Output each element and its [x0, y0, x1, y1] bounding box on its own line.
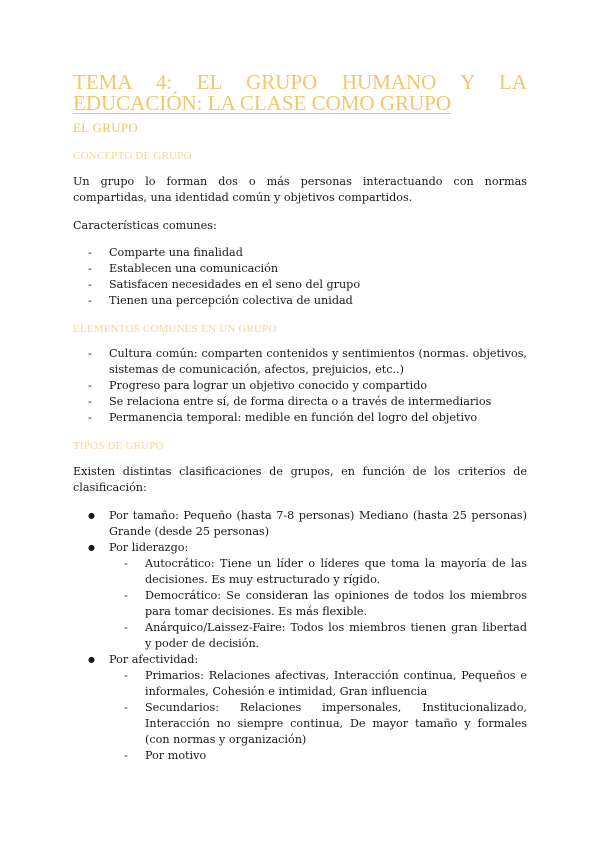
list-item: - Cultura común: comparten contenidos y sentimientos (normas. objetivos, sistemas de comunicación, afectos, prejuicios, etc..): [73, 346, 527, 378]
elements-heading: ELEMENTOS COMUNES EN UN GRUPO: [73, 323, 277, 335]
concept-heading: CONCEPTO DE GRUPO: [73, 150, 192, 162]
list-item: - Establecen una comunicación: [73, 261, 527, 277]
types-heading: TIPOS DE GRUPO: [73, 440, 164, 452]
list-item: - Primarios: Relaciones afectivas, Interacción continua, Pequeños e informales, Cohesión e intimidad, Gran influencia: [73, 668, 527, 700]
list-item-leadership: [73, 540, 527, 652]
list-item: - Tienen una percepción colectiva de unidad: [73, 293, 527, 309]
affect-label: Por afectividad:: [109, 653, 199, 666]
list-item: - Democrático: Se consideran las opiniones de todos los miembros para tomar decisiones. Es más flexible.: [73, 588, 527, 620]
document-title: [73, 72, 527, 114]
list-item: - Progreso para lograr un objetivo conocido y compartido: [73, 378, 527, 394]
affect-list: [109, 668, 527, 764]
list-item-affect: [73, 652, 527, 764]
list-item: - Permanencia temporal: medible en función del logro del objetivo: [73, 410, 527, 426]
characteristics-label: Características comunes:: [73, 219, 217, 232]
leadership-label: Por liderazgo:: [109, 541, 189, 554]
elements-list: [73, 346, 527, 426]
list-item: - Anárquico/Laissez-Faire: Todos los miembros tienen gran libertad y poder de decisión.: [73, 620, 527, 652]
list-item: - Por motivo: [73, 748, 527, 764]
title-line-2: EDUCACIÓN: LA CLASE COMO GRUPO: [73, 91, 452, 115]
concept-paragraph: Un grupo lo forman dos o más personas interactuando con normas compartidas, una identidad común y objetivos compartidos.: [73, 175, 527, 204]
title-line-1: TEMA 4: EL GRUPO HUMANO Y LA: [73, 70, 527, 94]
list-item: - Secundarios: Relaciones impersonales, Institucionalizado, Interacción no siempre continua, De mayor tamaño y formales (con normas y organización): [73, 700, 527, 748]
list-item: - Satisfacen necesidades en el seno del grupo: [73, 277, 527, 293]
leadership-list: [109, 556, 527, 652]
types-intro: Existen distintas clasificaciones de grupos, en función de los criterios de clasificación:: [73, 465, 527, 494]
size-text: Por tamaño: Pequeño (hasta 7-8 personas) Mediano (hasta 25 personas) Grande (desde 25 personas): [109, 509, 527, 538]
list-item: - Autocrático: Tiene un líder o líderes que toma la mayoría de las decisiones. Es muy estructurado y rígido.: [73, 556, 527, 588]
list-item: - Comparte una finalidad: [73, 245, 527, 261]
list-item-size: [73, 508, 527, 540]
types-list: [73, 508, 527, 764]
list-item: - Se relaciona entre sí, de forma directa o a través de intermediarios: [73, 394, 527, 410]
section-heading: EL GRUPO: [73, 120, 139, 135]
characteristics-list: [73, 245, 527, 309]
